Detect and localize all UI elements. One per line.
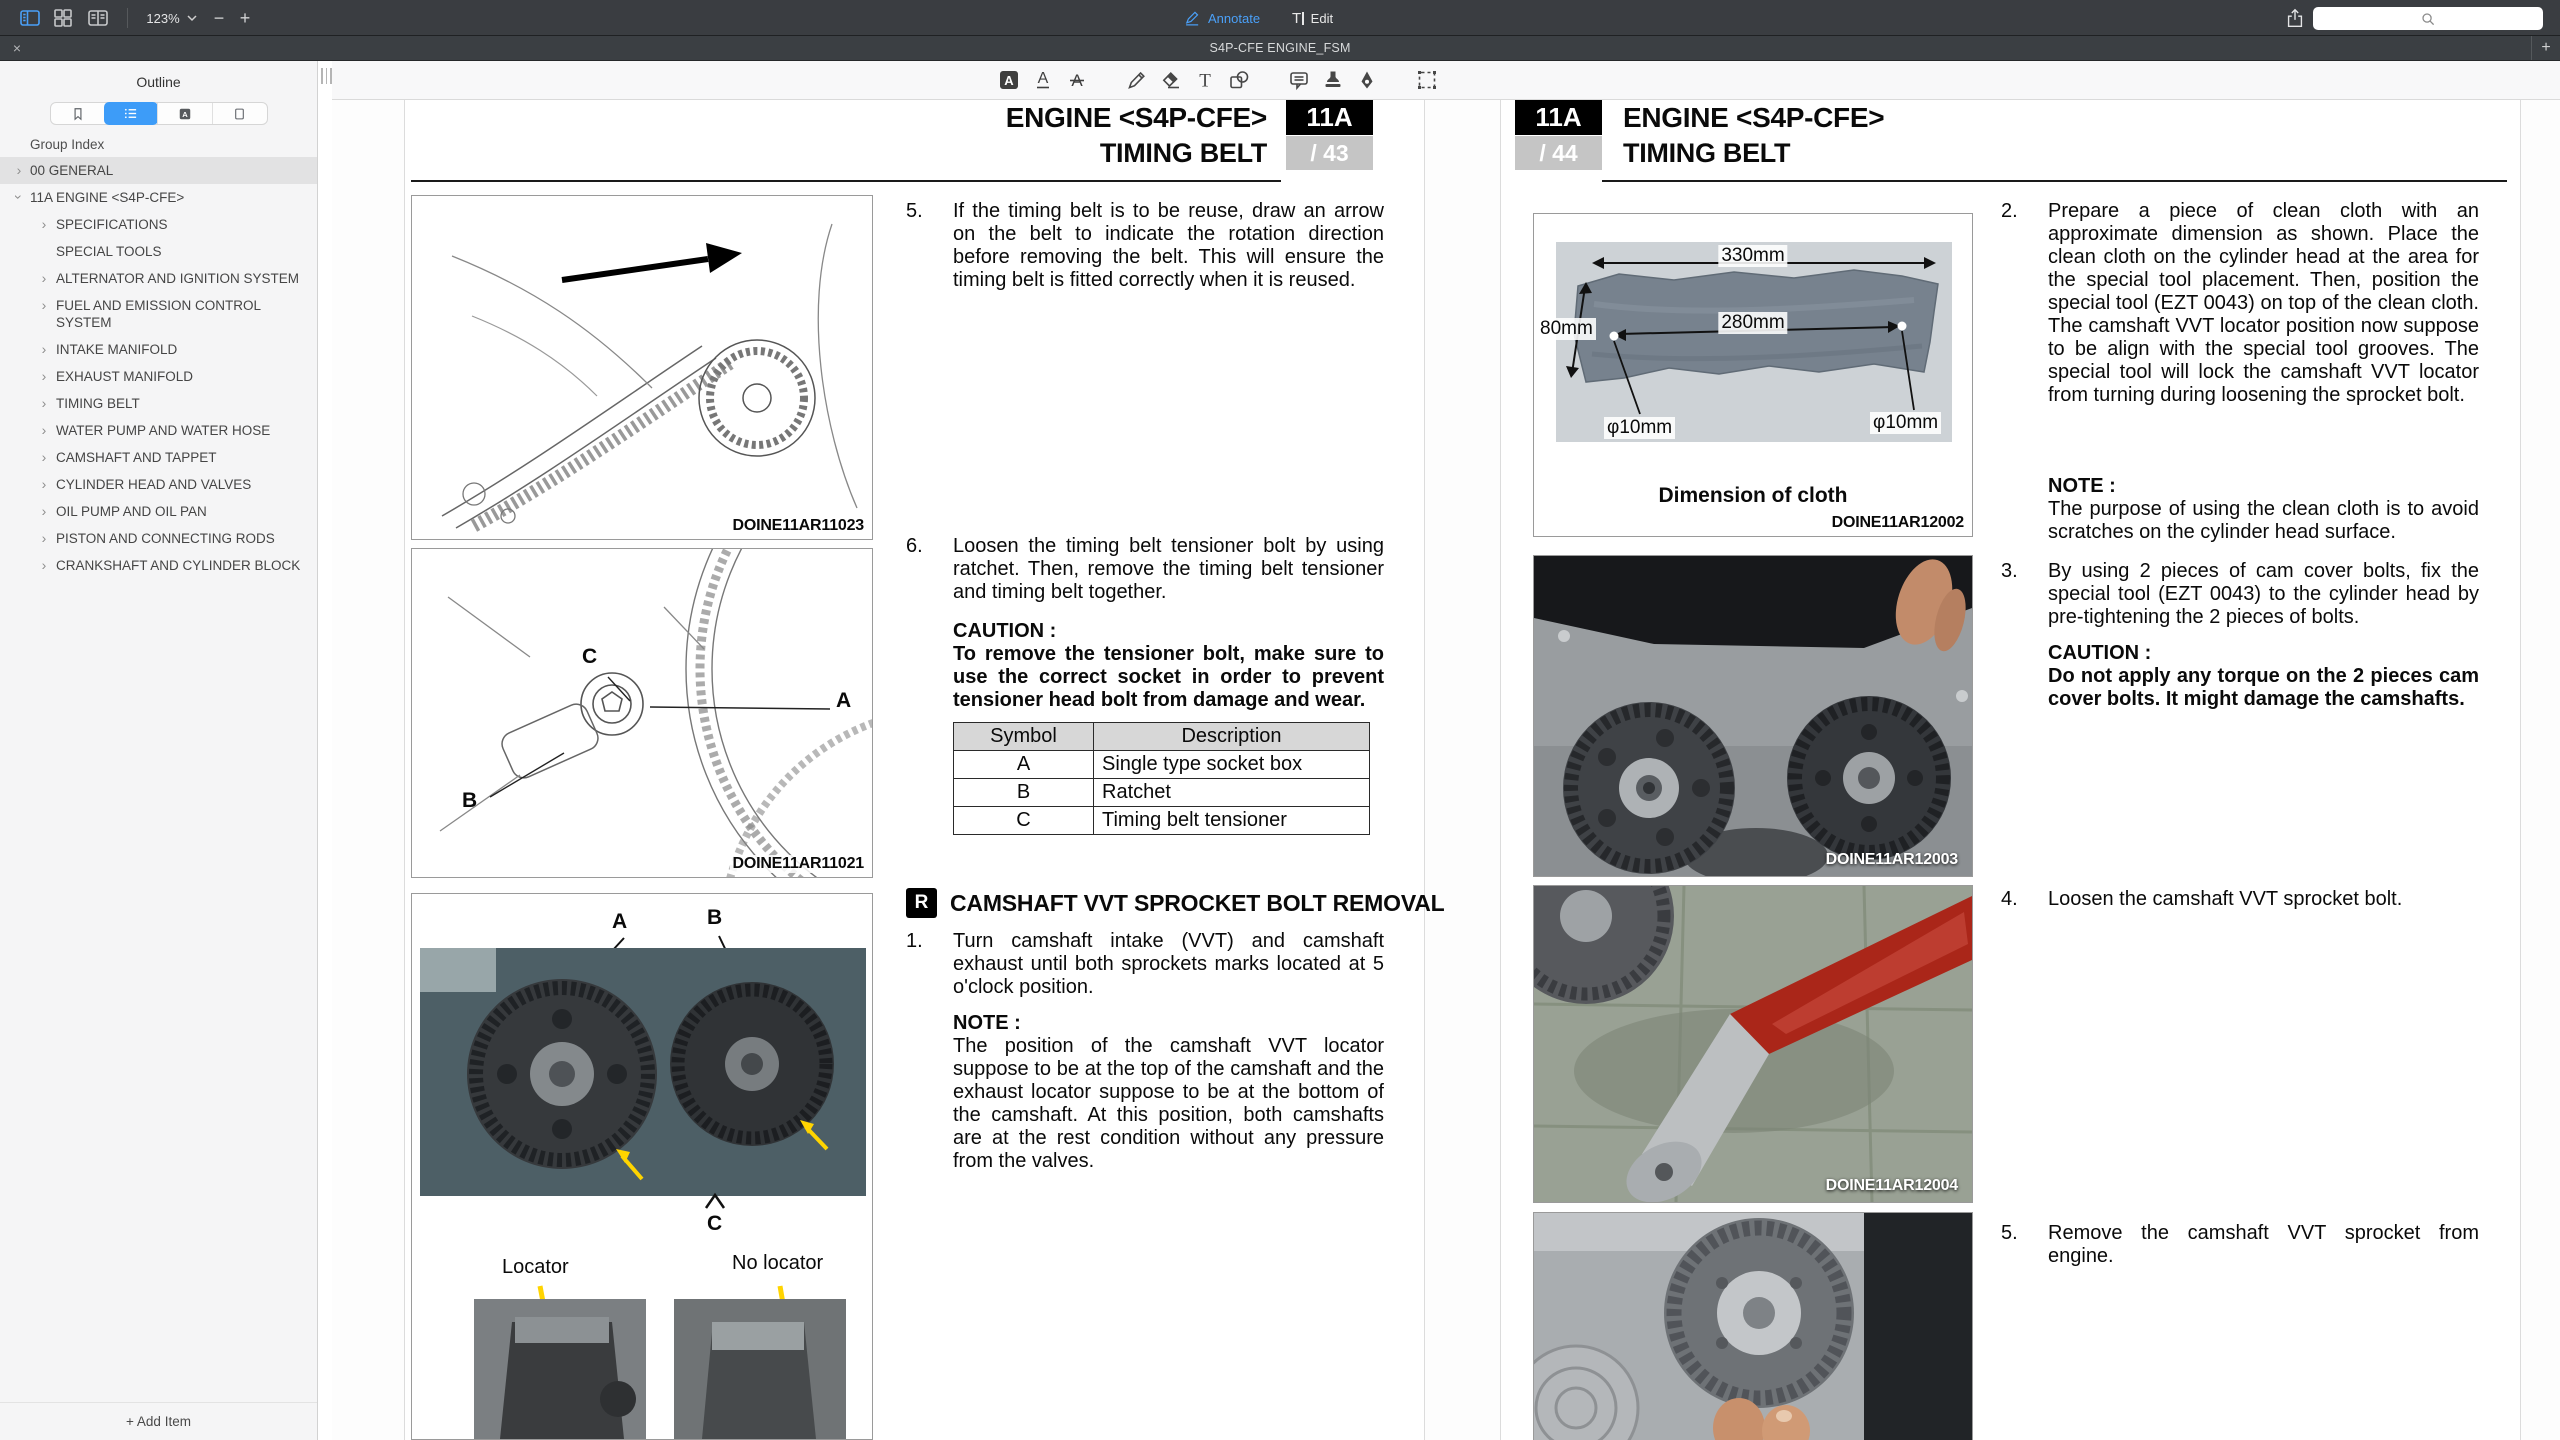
chevron-right-icon: › <box>41 422 47 438</box>
removal-marker-badge: R <box>906 888 937 918</box>
tab-page-thumbnails-icon[interactable] <box>212 103 267 124</box>
stamp-icon[interactable] <box>1316 65 1350 95</box>
page-subtitle: TIMING BELT <box>1623 138 1791 168</box>
toolbar-separator <box>127 8 128 28</box>
callout-a: A <box>836 689 852 712</box>
chevron-right-icon: › <box>16 162 22 178</box>
tab-annotate[interactable] <box>1184 0 1260 36</box>
step-2: 2. Prepare a piece of clean cloth with an approximate dimension as shown. Place the clean cloth on the cylinder head at the area for the special tool placement. Then, position the special tool (EZT 0043) on top of the clean cloth. The camshaft VVT locator position now suppose to be align with the special tool grooves. The special tool will lock the camshaft VVT locator from turning during loosening the sprocket bolt. <box>2001 200 2479 406</box>
pdf-page-44 <box>1500 100 2521 1440</box>
page-title: ENGINE <S4P-CFE> <box>1623 102 1885 133</box>
page-subtitle: TIMING BELT <box>1099 138 1267 168</box>
chevron-right-icon: › <box>41 395 47 411</box>
text-cursor-icon: T <box>1292 10 1304 27</box>
document-viewport[interactable] <box>332 100 2560 1440</box>
figure-sprocket-removal-photo <box>1533 1212 1973 1440</box>
dim-between-label: 280mm <box>1718 312 1787 334</box>
close-icon[interactable]: × <box>12 40 22 56</box>
dim-height-label: 80mm <box>1537 318 1596 340</box>
annotation-toolbar <box>332 61 2560 100</box>
chevron-down-icon <box>186 14 198 22</box>
table-row: B Ratchet <box>954 779 1370 807</box>
new-tab-button[interactable]: + <box>2531 36 2560 60</box>
tab-outline-icon[interactable] <box>104 102 158 125</box>
outline-tree <box>0 157 317 579</box>
svg-text:T: T <box>1199 70 1211 92</box>
caution-block: CAUTION : To remove the tensioner bolt, make sure to use the correct socket in order to prevent tensioner head bolt from damage and wear. <box>953 620 1384 711</box>
zoom-level-value: 123% <box>146 10 180 26</box>
figure-ratchet-photo <box>1533 885 1973 1203</box>
text-box-icon[interactable] <box>1188 65 1222 95</box>
figure-timing-belt-drawing <box>411 195 873 540</box>
hole-right-label: φ10mm <box>1870 412 1941 434</box>
sidebar-item-crankshaft-block[interactable]: › CRANKSHAFT AND CYLINDER BLOCK <box>0 552 317 579</box>
sidebar-title: Outline <box>136 74 181 90</box>
callout-c: C <box>707 1212 723 1235</box>
figure-caption: Dimension of cloth <box>1658 484 1848 507</box>
note-block: NOTE : The purpose of using the clean cloth is to avoid scratches on the cylinder head surface. <box>2048 475 2479 543</box>
page-number-badge: / 43 <box>1286 136 1373 170</box>
select-area-icon[interactable] <box>1410 65 1444 95</box>
sidebar-item-timing-belt[interactable]: › TIMING BELT <box>0 390 317 417</box>
figure-id: DOINE11AR11021 <box>732 855 864 872</box>
text-underline-icon[interactable] <box>1026 65 1060 95</box>
svg-text:A: A <box>1037 70 1049 87</box>
figure-cloth-dimensions <box>1533 213 1973 537</box>
zoom-out-button[interactable]: − <box>213 7 225 28</box>
special-tool-photo-art <box>1534 556 1972 876</box>
callout-b: B <box>462 789 478 812</box>
figure-id: DOINE11AR11023 <box>732 517 864 534</box>
sidebar-item-specifications[interactable]: › SPECIFICATIONS <box>0 211 317 238</box>
thumbnail-grid-icon[interactable] <box>49 0 77 36</box>
chevron-right-icon: › <box>41 270 47 286</box>
section-title: CAMSHAFT VVT SPROCKET BOLT REMOVAL <box>950 889 1445 916</box>
locator-label: Locator <box>502 1256 569 1278</box>
page-number-badge: / 44 <box>1515 136 1602 170</box>
annotate-label: Annotate <box>1208 10 1261 26</box>
table-row: C Timing belt tensioner <box>954 807 1370 835</box>
edit-label: Edit <box>1310 10 1334 26</box>
figure-tensioner-drawing <box>411 548 873 878</box>
reading-view-icon[interactable] <box>84 0 112 36</box>
tensioner-line-art <box>412 549 872 877</box>
chevron-right-icon: › <box>41 530 47 546</box>
chevron-right-icon: › <box>41 216 47 232</box>
header-rule <box>411 180 1281 182</box>
step-4: 4. Loosen the camshaft VVT sprocket bolt. <box>2001 888 2403 910</box>
timing-belt-line-art <box>412 196 872 539</box>
step-1: 1. Turn camshaft intake (VVT) and camshaft exhaust until both sprockets marks located at 5 o'clock position. <box>906 930 1384 998</box>
sidebar-mode-switcher <box>50 102 268 125</box>
table-header-description: Description <box>1094 723 1370 751</box>
ratchet-photo-art <box>1534 886 1972 1202</box>
table-row: A Single type socket box <box>954 751 1370 779</box>
svg-text:A: A <box>1071 71 1083 90</box>
chevron-right-icon: › <box>41 449 47 465</box>
document-tab-title[interactable]: S4P-CFE ENGINE_FSM <box>1209 41 1351 55</box>
search-field <box>2313 7 2543 30</box>
tab-markup-icon[interactable] <box>157 103 212 124</box>
sidebar-toggle-icon[interactable] <box>16 0 44 36</box>
sidebar-item-special-tools[interactable]: SPECIAL TOOLS <box>56 244 162 259</box>
share-icon[interactable] <box>2281 0 2309 36</box>
pencil-icon[interactable] <box>1120 65 1154 95</box>
svg-text:A: A <box>181 109 188 119</box>
figure-id: DOINE11AR12002 <box>1831 514 1964 531</box>
sidebar-item-water-pump[interactable]: › WATER PUMP AND WATER HOSE <box>0 417 317 444</box>
dim-width-label: 330mm <box>1718 245 1787 267</box>
tab-edit[interactable] <box>1292 0 1333 36</box>
sidebar-item-exhaust-manifold[interactable]: › EXHAUST MANIFOLD <box>0 363 317 390</box>
panel-resize-handle[interactable] <box>321 68 332 84</box>
section-code-badge: 11A <box>1286 100 1373 135</box>
symbol-table <box>953 722 1370 835</box>
chevron-right-icon: › <box>41 297 47 313</box>
table-header-symbol: Symbol <box>954 723 1094 751</box>
figure-id: DOINE11AR12003 <box>1825 851 1958 868</box>
sidebar-item-00-general[interactable]: › 00 GENERAL <box>0 157 317 184</box>
search-input[interactable] <box>2313 7 2543 30</box>
figure-sprockets-photo <box>411 893 873 1440</box>
tab-bar <box>0 36 2560 61</box>
section-code-badge: 11A <box>1515 100 1602 135</box>
sidebar <box>0 61 318 1440</box>
sidebar-item-intake-manifold[interactable]: › INTAKE MANIFOLD <box>0 336 317 363</box>
sprockets-photo-art <box>412 894 872 1439</box>
sidebar-item-11a-engine[interactable]: › 11A ENGINE <S4P-CFE> <box>11 190 185 205</box>
callout-a: A <box>612 910 628 933</box>
sidebar-item-oil-pump[interactable]: › OIL PUMP AND OIL PAN <box>0 498 317 525</box>
add-item-button[interactable]: + Add Item <box>0 1402 317 1440</box>
text-strikethrough-icon[interactable] <box>1060 65 1094 95</box>
hole-left-label: φ10mm <box>1604 417 1675 439</box>
signature-pen-icon[interactable] <box>1350 65 1384 95</box>
step-5: 5. Remove the camshaft VVT sprocket from engine. <box>2001 1222 2479 1267</box>
tab-bookmarks-icon[interactable] <box>51 103 105 124</box>
sidebar-item-cylinder-head[interactable]: › CYLINDER HEAD AND VALVES <box>0 471 317 498</box>
no-locator-label: No locator <box>732 1252 824 1274</box>
main-toolbar <box>0 0 2560 36</box>
chevron-right-icon: › <box>41 368 47 384</box>
step-5: 5. If the timing belt is to be reuse, draw an arrow on the belt to indicate the rotation direction before removing the belt. This will ensure the timing belt is fitted correctly when it is reused. <box>906 200 1384 291</box>
svg-text:A: A <box>1004 73 1014 88</box>
section-header <box>906 888 1445 918</box>
chevron-right-icon: › <box>41 503 47 519</box>
header-rule <box>1602 180 2507 182</box>
sidebar-group-label: Group Index <box>30 137 105 152</box>
pdf-page-43 <box>404 100 1445 1440</box>
chevron-right-icon: › <box>41 341 47 357</box>
callout-b: B <box>707 906 723 929</box>
annotate-pen-icon <box>1184 10 1201 27</box>
note-block: NOTE : The position of the camshaft VVT locator suppose to be at the top of the camshaft and the exhaust locator suppose to be at the bottom of the camshaft. At this position, both camshafts are at the rest condition without any pressure from the valves. <box>953 1012 1384 1172</box>
sidebar-item-piston-rods[interactable]: › PISTON AND CONNECTING RODS <box>0 525 317 552</box>
sidebar-item-camshaft-tappet[interactable]: › CAMSHAFT AND TAPPET <box>0 444 317 471</box>
shapes-icon[interactable] <box>1222 65 1256 95</box>
note-icon[interactable] <box>1282 65 1316 95</box>
eraser-icon[interactable] <box>1154 65 1188 95</box>
caution-block: CAUTION : Do not apply any torque on the 2 pieces cam cover bolts. It might damage the camshafts. <box>2048 642 2479 710</box>
chevron-right-icon: › <box>41 557 47 573</box>
step-3: 3. By using 2 pieces of cam cover bolts, fix the special tool (EZT 0043) to the cylinder head by pre-tightening the 2 pieces of bolts. <box>2001 560 2479 628</box>
zoom-in-button[interactable]: + <box>239 7 251 28</box>
zoom-level-control[interactable] <box>142 0 202 36</box>
sprocket-removal-photo-art <box>1534 1213 1972 1440</box>
callout-c: C <box>582 645 598 668</box>
sidebar-item-alternator-ignition[interactable]: › ALTERNATOR AND IGNITION SYSTEM <box>0 265 317 292</box>
figure-id: DOINE11AR12004 <box>1825 1177 1958 1194</box>
figure-special-tool-photo <box>1533 555 1973 877</box>
chevron-down-icon: › <box>11 194 27 200</box>
chevron-right-icon: › <box>41 476 47 492</box>
sidebar-item-fuel-emission[interactable]: › FUEL AND EMISSION CONTROL SYSTEM <box>0 292 317 336</box>
text-highlight-icon[interactable] <box>992 65 1026 95</box>
page-title: ENGINE <S4P-CFE> <box>1005 102 1267 133</box>
step-6: 6. Loosen the timing belt tensioner bolt by using ratchet. Then, remove the timing belt tensioner and timing belt together. <box>906 535 1384 603</box>
